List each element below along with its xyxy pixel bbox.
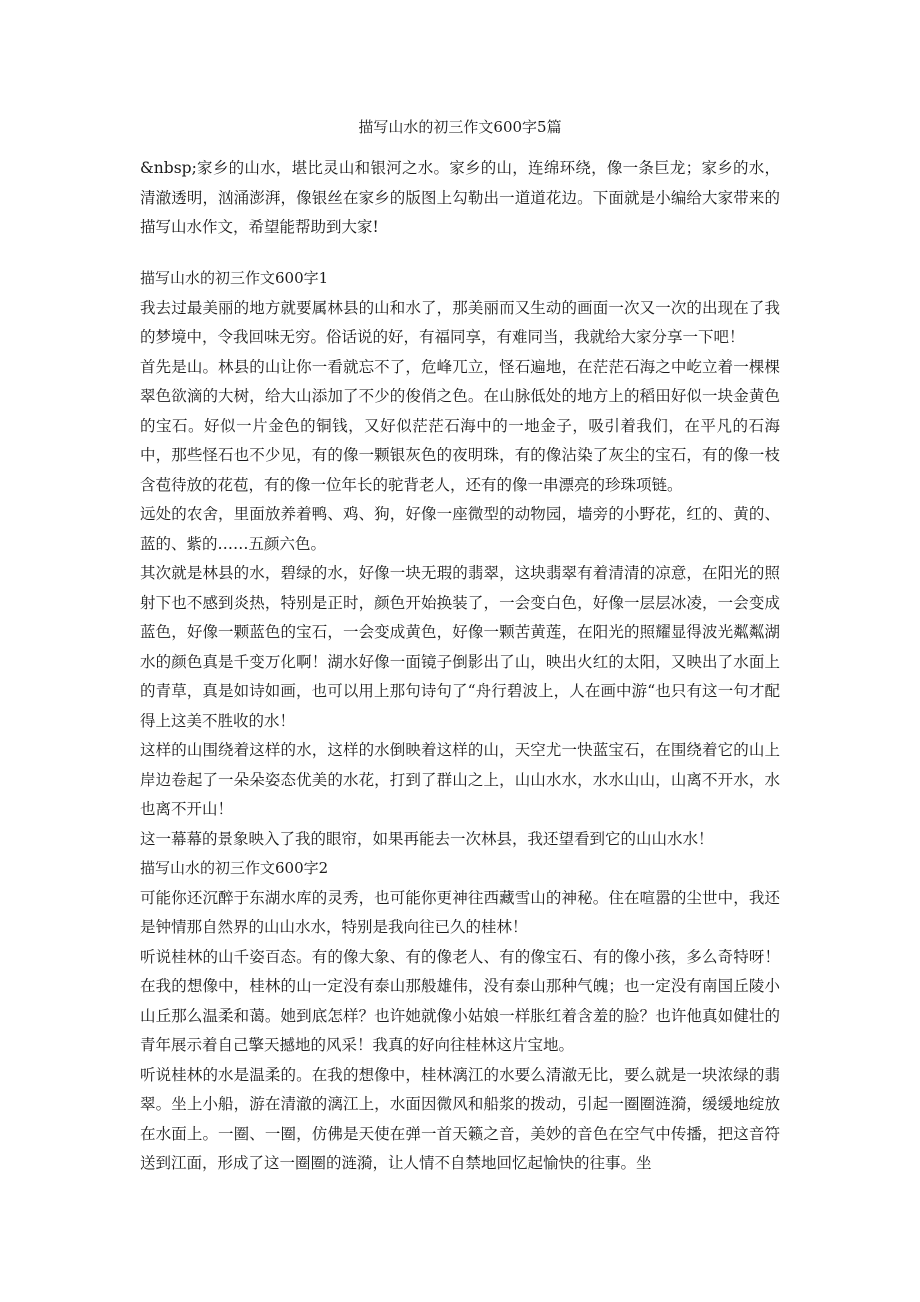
paragraph: 我去过最美丽的地方就要属林县的山和水了，那美丽而又生动的画面一次又一次的出现在了我的梦境中，令我回味无穷。俗话说的好，有福同享，有难同当，我就给大家分享一下吧！ [140, 298, 780, 346]
intro-paragraph: &nbsp;家乡的山水，堪比灵山和银河之水。家乡的山，连绵环绕，像一条巨龙；家乡的水，清澈透明，汹涌澎湃，像银丝在家乡的版图上勾勒出一道道花边。下面就是小编给大家带来的描写山水作文，希望能帮助到大家! [140, 159, 780, 236]
paragraph: 这样的山围绕着这样的水，这样的水倒映着这样的山，天空尤一快蓝宝石，在围绕着它的山上岸边卷起了一朵朵姿态优美的水花，打到了群山之上，山山水水，水水山山，山离不开水，水也离不开山！ [140, 741, 780, 818]
paragraph: 首先是山。林县的山让你一看就忘不了，危峰兀立，怪石遍地，在茫茫石海之中屹立着一棵棵翠色欲滴的大树，给大山添加了不少的俊俏之色。在山脉低处的地方上的稻田好似一块金黄色的宝石。好似一片金色的铜钱，又好似茫茫石海中的一地金子，吸引着我们，在平凡的石海中，那些怪石也不少见，有的像一颗银灰色的夜明珠，有的像沾染了灰尘的宝石，有的像一枝含苞待放的花苞，有的像一位年长的驼背老人，还有的像一串漂亮的珍珠项链。 [140, 357, 780, 494]
paragraph: 远处的农舍，里面放养着鸭、鸡、狗，好像一座微型的动物园，墙旁的小野花，红的、黄的、蓝的、紫的……五颜六色。 [140, 505, 780, 553]
paragraph: 可能你还沉醉于东湖水库的灵秀，也可能你更神往西藏雪山的神秘。住在喧嚣的尘世中，我还是钟情那自然界的山山水水，特别是我向往已久的桂林！ [140, 888, 780, 936]
page-title: 描写山水的初三作文600字5篇 [358, 118, 562, 136]
section-heading: 描写山水的初三作文600字2 [140, 859, 329, 877]
paragraph: 听说桂林的水是温柔的。在我的想像中，桂林漓江的水要么清澈无比，要么就是一块浓绿的翡翠。坐上小船，游在清澈的漓江上，水面因微风和船浆的拨动，引起一圈圈涟漪，缓缓地绽放在水面上。一圈、一圈，仿佛是天使在弹一首天籁之音，美妙的音色在空气中传播，把这音符送到江面，形成了这一圈圈的涟漪，让人情不自禁地回忆起愉快的往事。坐 [140, 1065, 780, 1172]
section-heading: 描写山水的初三作文600字1 [140, 269, 329, 287]
paragraph: 听说桂林的山千姿百态。有的像大象、有的像老人、有的像宝石、有的像小孩，多么奇特呀！在我的想像中，桂林的山一定没有泰山那般雄伟，没有泰山那种气魄；也一定没有南国丘陵小山丘那么温柔和蔼。她到底怎样？也许她就像小姑娘一样胀红着含羞的脸？也许他真如健壮的青年展示着自己擎天撼地的风采！我真的好向往桂林这片宝地。 [140, 947, 780, 1054]
paragraph: 其次就是林县的水，碧绿的水，好像一块无瑕的翡翠，这块翡翠有着清清的凉意，在阳光的照射下也不感到炎热，特别是正时，颜色开始换装了，一会变白色，好像一层层冰凌，一会变成蓝色，好像一颗蓝色的宝石，一会变成黄色，好像一颗苦黄莲，在阳光的照耀显得波光粼粼湖水的颜色真是千变万化啊！湖水好像一面镜子倒影出了山，映出火红的太阳，又映出了水面上的青草，真是如诗如画，也可以用上那句诗句了“舟行碧波上，人在画中游“也只有这一句才配得上这美不胜收的水！ [140, 564, 780, 730]
document-body [140, 264, 780, 1179]
paragraph: 这一幕幕的景象映入了我的眼帘，如果再能去一次林县，我还望看到它的山山水水！ [140, 829, 714, 848]
